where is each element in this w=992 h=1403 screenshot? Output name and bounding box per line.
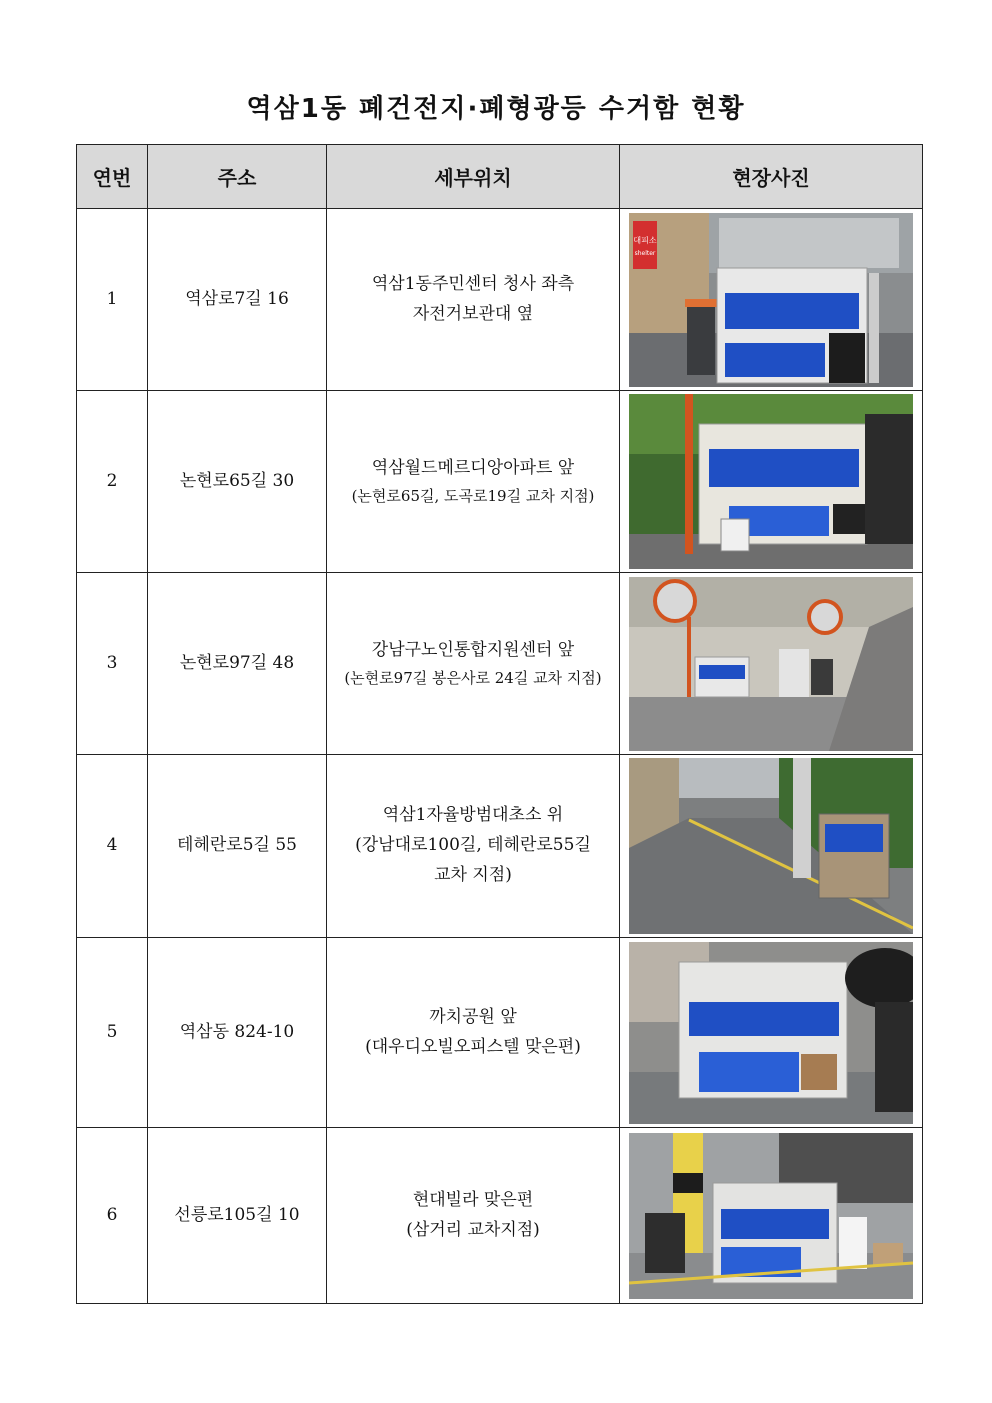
location-line: 까치공원 앞 xyxy=(429,1006,517,1027)
row-address: 선릉로105길 10 xyxy=(148,1128,327,1304)
location-line: 강남구노인통합지원센터 앞 xyxy=(371,639,575,660)
site-photo xyxy=(629,394,913,569)
header-photo: 현장사진 xyxy=(620,145,923,209)
site-photo-image xyxy=(629,213,913,387)
header-number: 연번 xyxy=(77,145,148,209)
location-line: 교차 지점) xyxy=(434,864,512,885)
location-line: 역삼1자율방범대초소 위 xyxy=(382,805,564,826)
row-location xyxy=(327,755,620,938)
row-photo-cell xyxy=(620,938,923,1128)
row-photo-cell xyxy=(620,209,923,391)
row-location xyxy=(327,938,620,1128)
shelter-sign-text: 대피소 xyxy=(633,235,657,245)
table-row xyxy=(77,938,923,1128)
site-photo xyxy=(629,213,913,387)
location-line: (대우디오빌오피스텔 맞은편) xyxy=(365,1036,581,1057)
table-row xyxy=(77,573,923,755)
site-photo-image xyxy=(629,394,913,569)
location-line: (논현로97길 봉은사로 24길 교차 지점) xyxy=(344,669,602,688)
row-photo-cell xyxy=(620,755,923,938)
row-location xyxy=(327,391,620,573)
row-address: 역삼동 824-10 xyxy=(148,938,327,1128)
site-photo xyxy=(629,1133,913,1299)
row-photo-cell xyxy=(620,391,923,573)
table-row xyxy=(77,391,923,573)
row-address: 논현로65길 30 xyxy=(148,391,327,573)
location-line: (삼거리 교차지점) xyxy=(406,1219,540,1240)
header-location: 세부위치 xyxy=(327,145,620,209)
site-photo xyxy=(629,577,913,751)
table-row xyxy=(77,209,923,391)
row-number: 4 xyxy=(77,755,148,938)
location-line: (논현로65길, 도곡로19길 교차 지점) xyxy=(351,487,595,506)
location-line: 현대빌라 맞은편 xyxy=(412,1189,534,1210)
header-address: 주소 xyxy=(148,145,327,209)
location-line: 자전거보관대 옆 xyxy=(412,303,534,324)
shelter-sign-subtext: shelter xyxy=(634,249,656,257)
row-number: 5 xyxy=(77,938,148,1128)
row-number: 6 xyxy=(77,1128,148,1304)
row-address: 역삼로7길 16 xyxy=(148,209,327,391)
row-address: 테헤란로5길 55 xyxy=(148,755,327,938)
row-number: 3 xyxy=(77,573,148,755)
table-row xyxy=(77,1128,923,1304)
location-line: 역삼월드메르디앙아파트 앞 xyxy=(371,457,575,478)
site-photo xyxy=(629,758,913,934)
row-number: 2 xyxy=(77,391,148,573)
site-photo-image xyxy=(629,577,913,751)
row-photo-cell xyxy=(620,1128,923,1304)
site-photo-image xyxy=(629,1133,913,1299)
row-location xyxy=(327,1128,620,1304)
row-location xyxy=(327,573,620,755)
location-line: (강남대로100길, 테헤란로55길 xyxy=(355,835,591,856)
collection-box-table xyxy=(76,144,923,1304)
row-location xyxy=(327,209,620,391)
location-line: 역삼1동주민센터 청사 좌측 xyxy=(371,273,575,294)
site-photo-image xyxy=(629,758,913,934)
row-photo-cell xyxy=(620,573,923,755)
row-address: 논현로97길 48 xyxy=(148,573,327,755)
page-title: 역삼1동 폐건전지·폐형광등 수거함 현황 xyxy=(246,94,746,124)
site-photo-image xyxy=(629,942,913,1124)
table-row xyxy=(77,755,923,938)
table-header-row xyxy=(77,145,923,209)
site-photo xyxy=(629,942,913,1124)
row-number: 1 xyxy=(77,209,148,391)
